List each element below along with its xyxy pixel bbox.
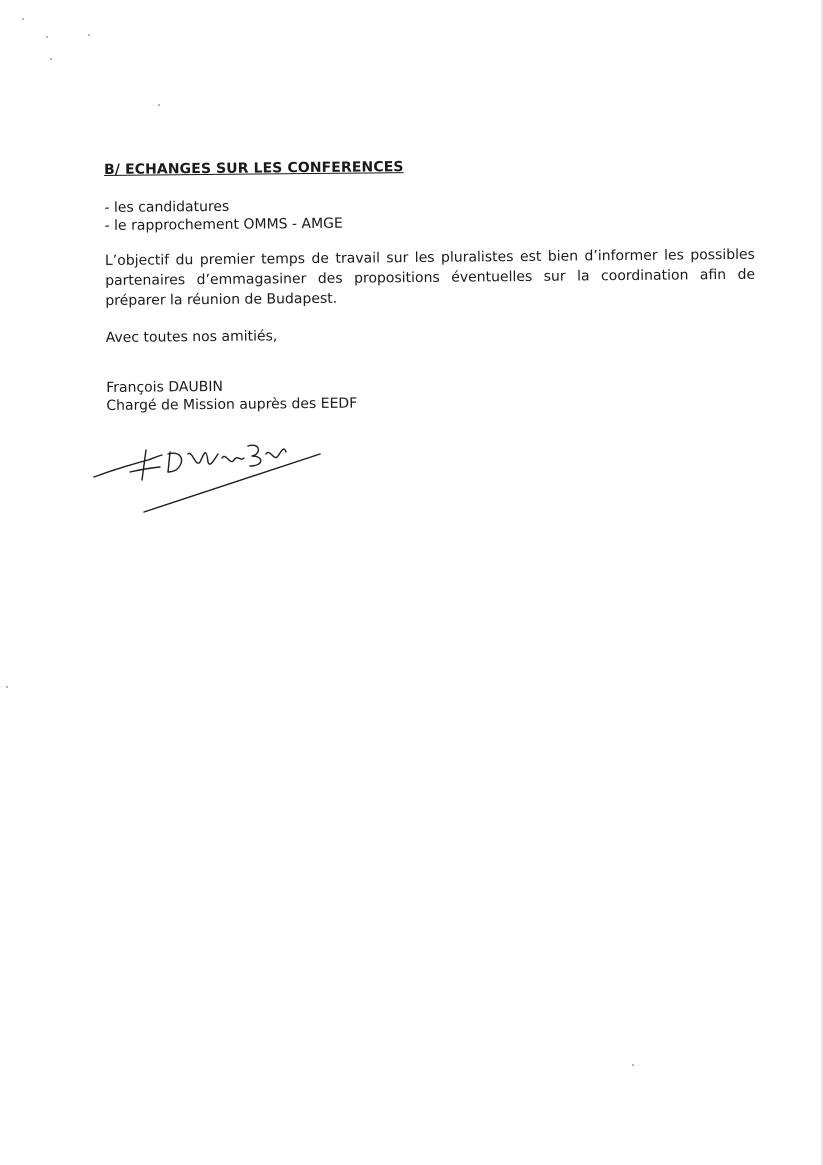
scan-speck (158, 104, 160, 106)
letter-body (104, 155, 756, 415)
list-item: - les candidatures (104, 198, 230, 216)
section-heading: B/ ECHANGES SUR LES CONFERENCES (104, 159, 404, 178)
handwritten-signature-icon (88, 432, 328, 522)
body-paragraph: L’objectif du premier temps de travail sur les pluralistes est bien d’informer les possibles partenaires d’emmagasiner des propositions éventuelles sur la coordination afin de préparer la réunion de Budapest. (104, 246, 756, 309)
list-item: - le rapprochement OMMS - AMGE (104, 215, 343, 234)
signatory-title: Chargé de Mission auprès des EEDF (106, 395, 358, 414)
scan-speck (50, 58, 52, 60)
closing-line: Avec toutes nos amitiés, (105, 328, 278, 346)
scan-speck (632, 1064, 634, 1066)
scan-speck (22, 18, 24, 20)
scan-speck (88, 34, 90, 36)
topic-list (104, 193, 754, 235)
signatory-block (106, 373, 756, 415)
scan-speck (6, 686, 8, 688)
signatory-name: François DAUBIN (106, 378, 223, 396)
scan-speck (46, 36, 48, 38)
